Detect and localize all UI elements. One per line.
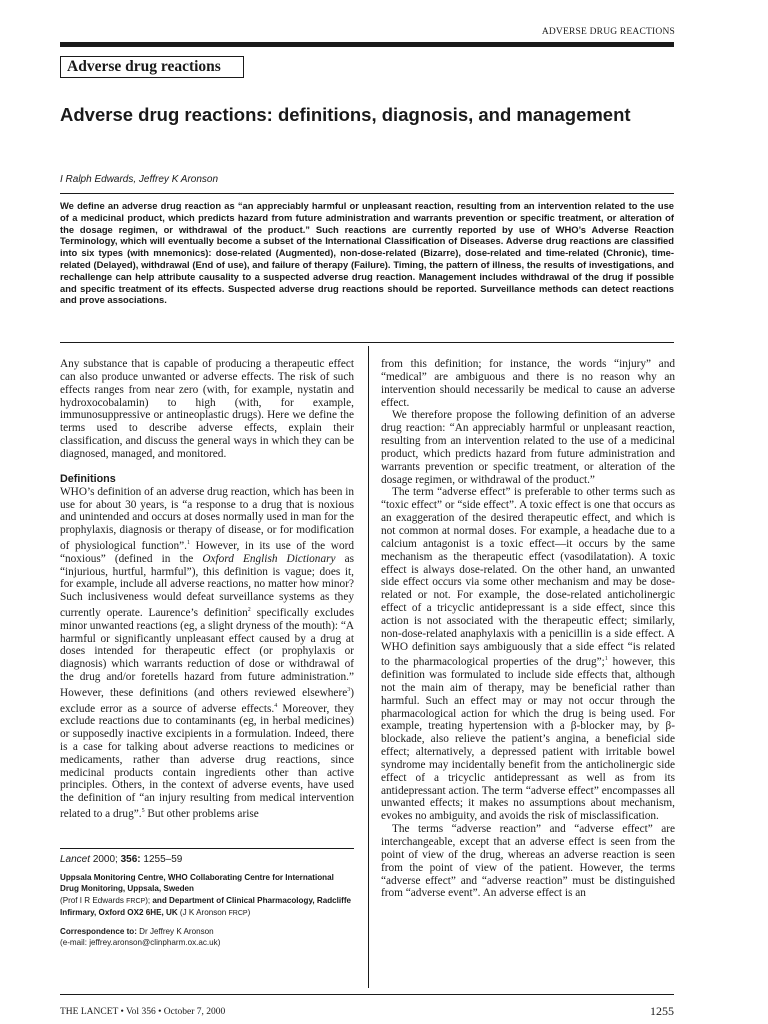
intro-paragraph: Any substance that is capable of producing a therapeutic effect can also produce unwanted or adverse effects. The risk of such effects ranges from near zero (with, for example, nystatin and hydroxocobalamin) to high (with, for example, immunosuppressive or antineoplastic drugs). Here we define the terms used to describe adverse effects, explain their classification, and discuss the general ways in which they can be diagnosed, managed, and monitored. (60, 358, 354, 460)
author-info-box (60, 848, 354, 948)
reference-marker: 3 (347, 686, 351, 693)
abstract: We define an adverse drug reaction as “an appreciably harmful or unpleasant reaction, resulting from an intervention related to the use of a medicinal product, which predicts hazard from future administration and warrants prevention or specific treatment, or alteration of the dosage regimen, or withdrawal of the product.” Such reactions are currently reported by use of WHO’s Adverse Reaction Terminology, which will eventually become a subset of the International Classification of Diseases. Adverse drug reactions are classified into six types (with mnemonics): dose-related (Augmented), non-dose-related (Bizarre), dose-related and time-related (Chronic), time-related (Delayed), withdrawal (End of use), and failure of therapy (Failure). Timing, the pattern of illness, the results of investigations, and rechallenge can help attribute causality to a suspected adverse drug reaction. Management includes withdrawal of the drug if possible and specific treatment of its effects. Suspected adverse drug reactions should be reported. Surveillance methods can detect reactions and prove associations. (60, 200, 674, 306)
correspondence: Correspondence to: Dr Jeffrey K Aronson (e-mail: jeffrey.aronson@clinpharm.ox.ac.uk) (60, 927, 221, 948)
dictionary-title: Oxford English Dictionary (202, 552, 336, 565)
reference-marker: 2 (247, 607, 251, 614)
journal-footer: THE LANCET • Vol 356 • October 7, 2000 (60, 1007, 226, 1017)
left-column (60, 358, 354, 821)
footer-rule (60, 994, 674, 995)
column-divider (368, 346, 369, 988)
top-rule (60, 42, 674, 47)
paragraph: from this definition; for instance, the words “injury” and “medical” are ambiguous and there is no reason why an intervention should necessarily be medical to cause an adverse effect. (381, 358, 675, 409)
paragraph: The terms “adverse reaction” and “adverse effect” are interchangeable, except that an adverse effect is seen from the point of view of the drug, whereas an adverse reaction is seen from the point of view of the patient. However, the terms “adverse effect” and “adverse reaction” must be distinguished from “adverse event”. An adverse effect is an (381, 823, 675, 900)
reference-marker: 1 (187, 540, 190, 547)
citation: Lancet 2000; 356: 1255–59 (60, 854, 183, 865)
right-column (381, 358, 675, 900)
abstract-top-rule (60, 193, 674, 194)
reference-marker: 4 (274, 702, 278, 709)
paragraph: The term “adverse effect” is preferable to other terms such as “toxic effect” or “side effect”. A toxic effect is one that occurs as an exaggeration of the desired therapeutic effect, and which is not common at normal doses. For example, a headache due to a calcium antagonist is a toxic effect—it occurs by the same mechanism as the therapeutic effect (vasodilatation). A toxic effect is always dose-related. On the other hand, an unwanted side effect occurs via some other mechanism and may be dose-related or not. For example, the dose-related anticholinergic effect of a tricyclic antidepressant is a side effect, since this action is not associated with the therapeutic effect; similarly, non-dose-related anaphylaxis with a penicillin is a side effect. A WHO definition says ambiguously that a side effect “is related to the pharmacological properties of the drug”;$^1$ however, this definition was formulated to include side effects that, although not the main aim of therapy, may be beneficial rather than harmful. Such an effect may or may not occur through the pharmacological action for which the drug is being used. For example, treating hypertension with a β-blocker may, by β-blockade, also relieve the patient’s angina, a beneficial side effect; alternatively, a depressed patient with irritable bowel syndrome may incidentally benefit from the anticholinergic side effect of a tricyclic antidepressant as well as from its antidepressant action. The term “adverse effect” encompasses all unwanted effects; it makes no assumptions about mechanism, evokes no ambiguity, and avoids the risk of misclassification. (381, 486, 675, 823)
correspondence-email: (e-mail: jeffrey.aronson@clinpharm.ox.ac.uk) (60, 938, 221, 948)
article-title: Adverse drug reactions: definitions, diagnosis, and management (60, 104, 631, 125)
section-label: Adverse drug reactions (60, 56, 244, 78)
info-rule (60, 848, 354, 849)
page-number: 1255 (650, 1004, 674, 1018)
section-heading-definitions: Definitions (60, 472, 116, 485)
paragraph: We therefore propose the following definition of an adverse drug reaction: “An appreciably harmful or unpleasant reaction, resulting from an intervention related to the use of a medicinal product, which predicts hazard from future administration and warrants prevention or specific treatment, or alteration of the dosage regimen, or withdrawal of the product.” (381, 409, 675, 486)
definitions-paragraph: WHO’s definition of an adverse drug reaction, which has been in use for about 30 years, is “a response to a drug that is noxious and unintended and occurs at doses normally used in man for the prophylaxis, diagnosis or therapy of disease, or for modification of physiological function”.$^1$ However, in its use of the word “noxious” (defined in the Oxford English Dictionary as “injurious, hurtful, harmful”), this definition is vague; does it, for example, include all adverse reactions, no matter how minor? Such inclusiveness would defeat surveillance systems as they currently operate. Laurence’s definition$^2$ specifically excludes minor unwanted reactions (eg, a slight dryness of the mouth): “A harmful or significantly unpleasant effect caused by a drug at doses intended for therapeutic effect (or prophylaxis or diagnosis) which warrants reduction of dose or withdrawal of the drug and/or foretells hazard from future administration.” However, these definitions (and others reviewed elsewhere$^3$) exclude error as a source of adverse effects.$^4$ Moreover, they exclude reactions due to contaminants (eg, in herbal medicines) or supposedly inactive excipients in a formulation. Indeed, there is a case for talking about adverse reactions to medicines or medicaments, rather than adverse drug reactions, since medicinal products contain ingredients other than active principles. Others, in the context of adverse events, have used the definition of “an injury resulting from medical intervention related to a drug”.$^5$ But other problems arise (60, 485, 354, 820)
authors: I Ralph Edwards, Jeffrey K Aronson (60, 174, 219, 185)
affiliations: Uppsala Monitoring Centre, WHO Collaborating Centre for International Drug Monitoring, Uppsala, Sweden (Prof I R Edwards FRCP); and Department of Clinical Pharmacology, Radcliffe Infirmary, Oxford OX2 6HE, UK (J K Aronson FRCP) (60, 873, 352, 917)
reference-marker: 1 (604, 656, 608, 663)
running-head: ADVERSE DRUG REACTIONS (541, 27, 675, 37)
abstract-bottom-rule (60, 342, 674, 343)
reference-marker: 5 (141, 808, 145, 815)
